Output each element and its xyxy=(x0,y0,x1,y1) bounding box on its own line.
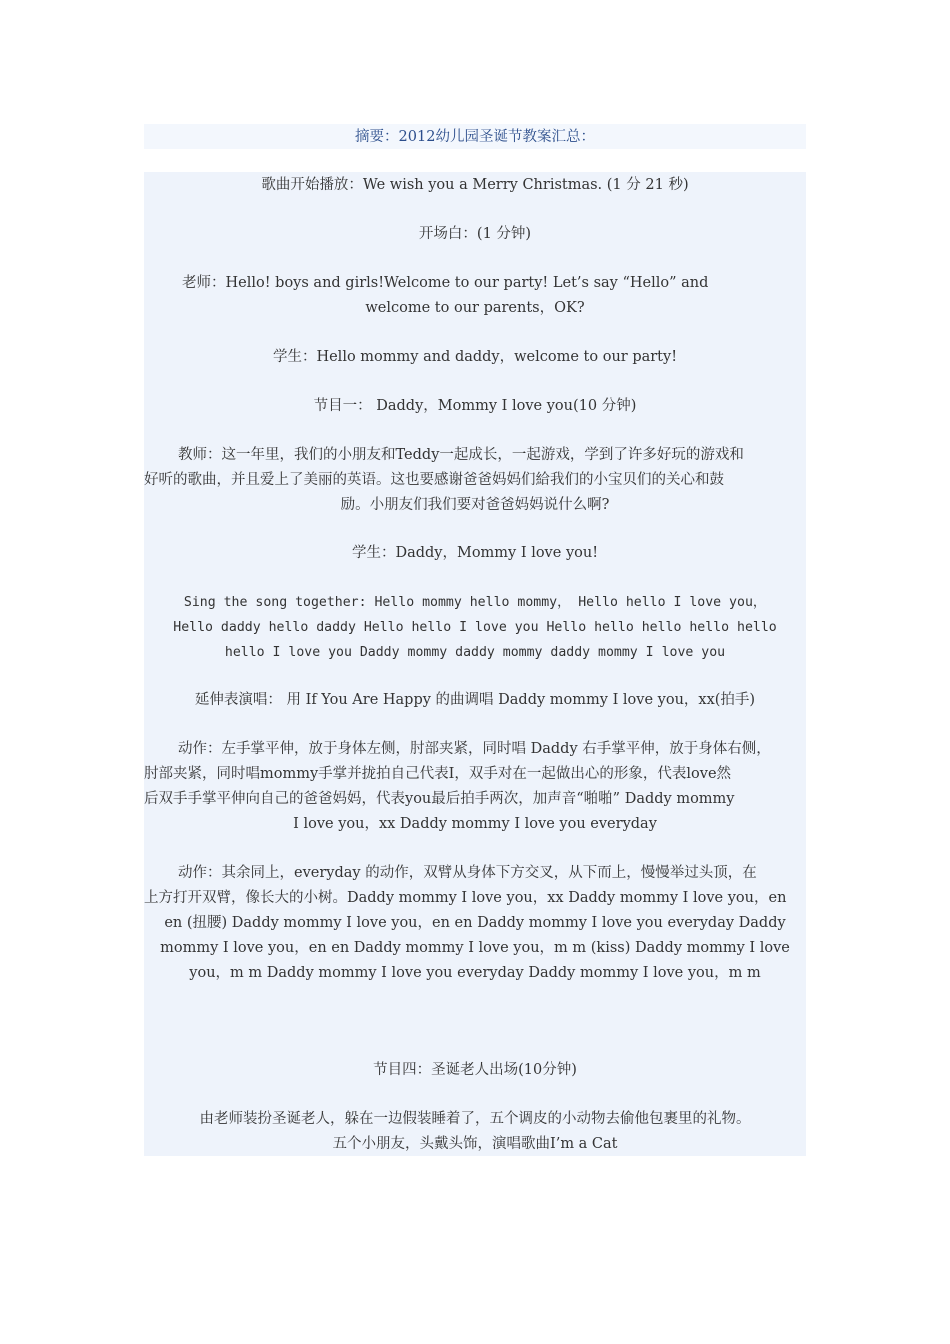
santa-description-paragraph xyxy=(144,1107,806,1157)
song-start-paragraph xyxy=(144,173,806,198)
text-line: 节目四：圣诞老人出场(10分钟) xyxy=(373,1062,577,1078)
teacher-greeting-paragraph xyxy=(144,271,806,321)
text-line: 教师：这一年里，我们的小朋友和Teddy一起成长，一起游戏，学到了许多好玩的游戏和 xyxy=(178,447,744,463)
text-line: 节目一： Daddy，Mommy I love you(10 分钟) xyxy=(313,398,637,414)
text-line: 好听的歌曲，并且爱上了美丽的英语。这也要感谢爸爸妈妈们給我们的小宝贝们的关心和鼓 xyxy=(144,472,724,488)
text-line: mommy I love you，en en Daddy mommy I love you，m m (kiss) Daddy mommy I love xyxy=(160,940,790,956)
program-one-heading xyxy=(144,394,806,419)
text-line: 学生：Hello mommy and daddy，welcome to our party! xyxy=(272,349,678,365)
text-line: 肘部夹紧，同时唱mommy手掌并拢拍自己代表I，双手对在一起做出心的形象，代表love然 xyxy=(144,766,732,782)
text-line: you，m m Daddy mommy I love you everyday Daddy mommy I love you，m m xyxy=(189,965,761,981)
text-line: I love you，xx Daddy mommy I love you everyday xyxy=(293,816,657,832)
opening-remarks-paragraph xyxy=(144,222,806,247)
text-line: welcome to our parents，OK? xyxy=(365,300,585,316)
text-line: 五个小朋友，头戴头饰，演唱歌曲I’m a Cat xyxy=(332,1136,618,1152)
text-line: en (扭腰) Daddy mommy I love you，en en Daddy mommy I love you everyday Daddy xyxy=(164,915,786,931)
student-greeting-paragraph xyxy=(144,345,806,370)
song-lyrics-paragraph xyxy=(144,590,806,665)
text-line: 开场白：(1 分钟) xyxy=(418,226,532,242)
summary-heading: 摘要：2012幼儿园圣诞节教案汇总： xyxy=(355,129,595,145)
actions-everyday-paragraph xyxy=(144,861,806,986)
extended-performance-paragraph xyxy=(144,688,806,713)
actions-paragraph xyxy=(144,737,806,837)
text-line: 歌曲开始播放：We wish you a Merry Christmas. (1 分 21 秒) xyxy=(261,177,689,193)
text-line: 延伸表演唱： 用 If You Are Happy 的曲调唱 Daddy mommy I love you，xx(拍手) xyxy=(194,692,756,708)
text-line: 动作：左手掌平伸，放于身体左侧，肘部夹紧，同时唱 Daddy 右手掌平伸，放于身体右侧， xyxy=(178,741,771,757)
text-line: Hello daddy hello daddy Hello hello I love you Hello hello hello hello hello xyxy=(173,620,777,635)
text-line: 老师：Hello! boys and girls!Welcome to our party! Let’s say “Hello” and xyxy=(182,275,709,291)
text-line: 上方打开双臂，像长大的小树。Daddy mommy I love you，xx Daddy mommy I love you，en xyxy=(144,890,787,906)
student-reply-paragraph xyxy=(144,541,806,566)
text-line: 动作：其余同上，everyday 的动作，双臂从身体下方交叉，从下而上，慢慢举过头顶，在 xyxy=(178,865,757,881)
program-four-heading xyxy=(144,1058,806,1083)
text-line: 励。小朋友们我们要对爸爸妈妈说什么啊? xyxy=(340,497,610,513)
text-line: 由老师装扮圣诞老人，躲在一边假装睡着了，五个调皮的小动物去偷他包裹里的礼物。 xyxy=(199,1111,751,1127)
text-line: hello I love you Daddy mommy daddy mommy daddy mommy I love you xyxy=(224,645,726,660)
text-line: 后双手手掌平伸向自己的爸爸妈妈，代表you最后拍手两次，加声音“啪啪” Daddy mommy xyxy=(144,791,735,807)
teacher-speech-paragraph xyxy=(144,443,806,518)
text-line: Sing the song together: Hello mommy hello mommy， Hello hello I love you， xyxy=(183,595,767,610)
text-line: 学生：Daddy，Mommy I love you! xyxy=(351,545,599,561)
